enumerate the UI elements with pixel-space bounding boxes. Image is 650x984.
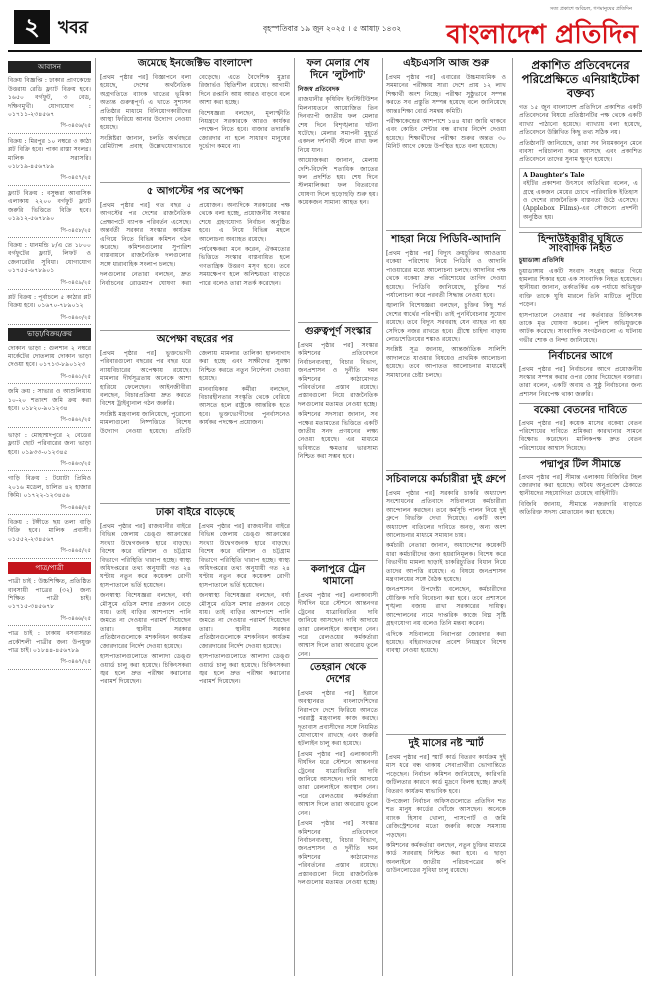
paragraph: কর্মচারী নেতারা জানান, অধ্যাদেশের কয়েকটি ধারা কর্মচারীদের জন্য হয়রানিমূলক। বিশেষ করে বিভাগীয় মামলা ছাড়াই চাকরিচ্যুতির বিধান নিয়ে তাদের আপত্তি রয়েছে। এ বিষয়ে জনপ্রশাসন মন্ত্রণালয়ের সঙ্গে বৈঠক হয়েছে। — [386, 542, 506, 584]
right-column — [512, 58, 642, 976]
headline: অপেক্ষা বছরের পর — [156, 334, 234, 345]
article-before-election — [519, 366, 642, 400]
dateline: বৃহস্পতিবার ১৯ জুন ২০২৫ । ৫ আষাঢ় ১৪৩২ — [263, 24, 402, 33]
divider — [298, 658, 378, 659]
headline: বকেয়া বেতনের দাবিতে — [519, 403, 642, 415]
ad-text: জমি ক্রয় : সাভার ও আশুলিয়ায় ১০-২০ শতাংশ জমি ক্রয় করা হবে। ০১৮২০-৯০১২৩৪ — [8, 388, 91, 412]
ad-ref: পি-৩৪৬৭/২৫ — [60, 659, 91, 666]
book-title: A Daughter's Tale — [523, 171, 585, 179]
paragraph: বিশেষজ্ঞরা বলছেন, মূল্যস্ফীতি নিয়ন্ত্রণে সরকারকে আরও কার্যকর পদক্ষেপ নিতে হবে। বাজার তদারকি জোরদার না হলে সাধারণ মানুষের দুর্ভোগ কমবে না। — [199, 109, 290, 151]
ad-ref: পি-৩৪৬২/২৫ — [60, 417, 91, 424]
headline: ঢাকা বাইরে বাড়েছে — [155, 507, 235, 518]
headline: গুরুত্বপূর্ণ সংস্কার — [304, 326, 372, 337]
classified-heading-rent-sale: ভাড়া/বিক্রয়/ক্রয় — [8, 328, 91, 340]
paragraph: [প্রথম পৃষ্ঠার পর] ভুক্তভোগী পরিবারগুলো বছরের পর বছর ধরে ন্যায়বিচারের অপেক্ষায় রয়েছে। মামলার দীর্ঘসূত্রতায় অনেকে আশা হারিয়ে ফেলেছেন। আইনজীবীরা বলছেন, বিচারপ্রক্রিয়া দ্রুত করতে বিশেষ ট্রাইব্যুনাল গঠন জরুরি। — [100, 350, 191, 408]
article-hsc — [386, 58, 506, 226]
headline: দুই মাসের নষ্ট স্মার্ট — [408, 738, 484, 749]
headline: জমেছে ইনজেক্টিভ বাংলাদেশ — [137, 58, 253, 69]
paragraph: [প্রথম পৃষ্ঠার পর] সংস্কার কমিশনের প্রতিবেদনে নির্বাচনব্যবস্থা, বিচার বিভাগ, জনপ্রশাসন ও দুর্নীতি দমন কমিশনের কাঠামোগত পরিবর্তনের প্রস্তাব রয়েছে। প্রস্তাবগুলো নিয়ে রাজনৈতিক দলগুলোর মতামত নেওয়া হচ্ছে। — [298, 820, 378, 886]
divider — [100, 503, 290, 504]
article-body — [100, 202, 290, 289]
article-train — [298, 564, 378, 658]
headline: শাহরা নিয়ে পিডিবি-আদানি — [391, 234, 501, 245]
headline: হিন্দাউইকারীর ঘুষিতে সাংবাদিক নিহত — [519, 232, 642, 253]
ad-ref: পি-৩৪৫৮/২৫ — [60, 227, 91, 234]
paragraph: [প্রথম পৃষ্ঠার পর] নির্বাচনের আগে প্রয়োজনীয় সংস্কার সম্পন্ন করার ওপর জোর দিয়েছেন বক্তারা। তারা বলেন, একটি অবাধ ও সুষ্ঠু নির্বাচনের জন্য প্রশাসন নিরপেক্ষ থাকা জরুরি। — [519, 365, 642, 398]
article-banking — [100, 58, 290, 178]
classified-group-rent-sale — [8, 343, 91, 559]
paragraph: জনপ্রশাসন উপদেষ্টা বলেছেন, কর্মচারীদের যৌক্তিক দাবি বিবেচনা করা হবে। তবে প্রশাসনে শৃঙ্খলা বজায় রাখা সরকারের দায়িত্ব। আন্দোলনের নামে দাপ্তরিক কাজে বিঘ্ন সৃষ্টি গ্রহণযোগ্য নয় বলেও তিনি মন্তব্য করেন। — [386, 586, 506, 628]
article-border — [519, 474, 642, 518]
article-fruit-fair — [298, 58, 378, 318]
article-body — [100, 523, 290, 689]
column-rule — [294, 58, 295, 976]
classified-ad — [8, 292, 91, 325]
paragraph: হাসপাতালগুলোতে আলাদা ডেঙ্গু ওয়ার্ড চালু করা হয়েছে। চিকিৎসকরা জ্বর হলে দ্রুত পরীক্ষা করানোর পরামর্শ দিয়েছেন। — [100, 653, 191, 686]
classified-heading-housing: আবাসন — [8, 61, 91, 73]
paragraph: জনস্বাস্থ্য বিশেষজ্ঞরা বলছেন, বর্ষা মৌসুমে এডিস মশার প্রজনন বেড়ে যায়। তাই বাড়ির আশপাশে পানি জমতে না দেওয়ার পরামর্শ দিয়েছেন তারা। স্থানীয় সরকার প্রতিষ্ঠানগুলোকে মশকনিধন কার্যক্রম জোরদারের নির্দেশ দেওয়া হয়েছে। — [199, 592, 290, 650]
classified-ad — [8, 430, 91, 472]
paragraph: [প্রথম পৃষ্ঠার পর] এলাকাবাসী দীর্ঘদিন ধরে স্টেশনে আন্তনগর ট্রেনের যাত্রাবিরতির দাবি জানিয়ে আসছেন। দাবি আদায়ে তারা রেললাইনে অবস্থান নেন। পরে রেলওয়ের কর্মকর্তারা আশ্বাস দিলে তারা অবরোধ তুলে নেন। — [298, 592, 378, 658]
ad-ref: পি-৩৪৬৩/২৫ — [60, 461, 91, 468]
paragraph: [প্রথম পৃষ্ঠার পর] কয়েক মাসের বকেয়া বেতন পরিশোধের দাবিতে শ্রমিকরা কারখানার সামনে বিক্ষোভ করেছেন। মালিকপক্ষ দ্রুত বেতন পরিশোধের আশ্বাস দিয়েছে। — [519, 419, 642, 452]
headline: নির্বাচনের আগে — [519, 349, 642, 361]
article-body — [100, 350, 290, 436]
masthead-rule — [8, 50, 642, 52]
paragraph: দলগুলোর নেতারা বলছেন, দ্রুত নির্বাচনের রোডম্যাপ ঘোষণা করা প্রয়োজন। অন্যদিকে সরকারের পক্ষ থেকে বলা হচ্ছে, প্রয়োজনীয় সংস্কার শেষে গ্রহণযোগ্য নির্বাচন অনুষ্ঠিত হবে। এ নিয়ে বিভিন্ন মহলে আলোচনা অব্যাহত রয়েছে। — [100, 202, 290, 287]
ad-text: পাত্র চাই : ঢাকায় বসবাসরত প্রকৌশলী পাত্রীর জন্য উপযুক্ত পাত্র চাই। ০১৮৪৪-৪৫৬৭৮৯ — [8, 630, 91, 654]
classified-ad — [8, 386, 91, 428]
headline: কলাপুরে ট্রেন থামানো — [310, 564, 366, 587]
paragraph: হাসপাতালগুলোতে আলাদা ডেঙ্গু ওয়ার্ড চালু করা হয়েছে। চিকিৎসকরা জ্বর হলে দ্রুত পরীক্ষা করানোর পরামর্শ দিয়েছেন। — [199, 653, 290, 686]
divider — [298, 560, 378, 561]
classified-ad — [8, 136, 91, 186]
paragraph: [প্রথম পৃষ্ঠার পর] স্মার্ট কার্ড বিতরণ কার্যক্রম দুই মাস ধরে বন্ধ থাকায় সেবাপ্রার্থীরা ভোগান্তিতে পড়েছেন। নির্বাচন কমিশন জানিয়েছে, কারিগরি জটিলতার কারণে কার্ড মুদ্রণে বিলম্ব হচ্ছে। দ্রুতই বিতরণ কার্যক্রম স্বাভাবিক হবে। — [386, 754, 506, 795]
ad-text: বিক্রয় বিজ্ঞপ্তি : ঢাকার প্রাণকেন্দ্রে উত্তরায় রেডি ফ্ল্যাট বিক্রয় হবে। ১৬৫০ বর্গফুট, ৩ বেড, দক্ষিণমুখী। যোগাযোগ : ০১৭১১-২৩৪৫৬৭ — [8, 77, 91, 119]
paragraph: সংশ্লিষ্ট সূত্র জানায়, আন্তর্জাতিক সালিশি আদালতে যাওয়ার বিষয়েও প্রাথমিক আলোচনা হয়েছে। তবে আপাতত আলোচনার মাধ্যমেই সমাধানের চেষ্টা চলছে। — [386, 346, 506, 379]
paragraph: গত ১৫ জুন বাংলাদেশ প্রতিদিনে প্রকাশিত একটি প্রতিবেদনের বিষয়ে প্রতিষ্ঠানটির পক্ষ থেকে একটি ব্যাখ্যা পাঠানো হয়েছে। ব্যাখ্যায় বলা হয়েছে, প্রতিবেদনে উল্লিখিত কিছু তথ্য সঠিক নয়। — [519, 104, 642, 137]
ad-ref: পি-৩৪৫৬/২৫ — [60, 123, 91, 130]
divider — [298, 322, 378, 323]
paragraph: রাজধানীর কৃষিবিদ ইনস্টিটিউশন মিলনায়তনে আয়োজিত তিন দিনব্যাপী জাতীয় ফল মেলার শেষ দিনে বিশৃঙ্খলার ঘটনা ঘটেছে। মেলার সমাপনী মুহূর্তে একদল দর্শনার্থী স্টলে রাখা ফল নিয়ে যান। — [298, 96, 378, 154]
paragraph: [প্রথম পৃষ্ঠার পর] এলাকাবাসী দীর্ঘদিন ধরে স্টেশনে আন্তনগর ট্রেনের যাত্রাবিরতির দাবি জানিয়ে আসছেন। দাবি আদায়ে তারা রেললাইনে অবস্থান নেন। পরে রেলওয়ের কর্মকর্তারা আশ্বাস দিলে তারা অবরোধ তুলে নেন। — [298, 750, 378, 817]
paragraph: জনস্বাস্থ্য বিশেষজ্ঞরা বলছেন, বর্ষা মৌসুমে এডিস মশার প্রজনন বেড়ে যায়। তাই বাড়ির আশপাশে পানি জমতে না দেওয়ার পরামর্শ দিয়েছেন তারা। স্থানীয় সরকার প্রতিষ্ঠানগুলোকে মশকনিধন কার্যক্রম জোরদারের নির্দেশ দেওয়া হয়েছে। — [100, 592, 191, 650]
paragraph: চুয়াডাঙ্গায় একটি সংবাদ সংগ্রহ করতে গিয়ে হামলার শিকার হয়ে এক সাংবাদিক নিহত হয়েছেন। স্থানীয়রা জানান, তর্কাতর্কির এক পর্যায়ে অভিযুক্ত ব্যক্তি তাকে ঘুষি মারলে তিনি মাটিতে লুটিয়ে পড়েন। — [519, 267, 642, 309]
page-number: ২ — [14, 10, 50, 44]
headline: পদ্মাপুর টিল সীমান্তে — [519, 457, 642, 469]
paragraph: [প্রথম পৃষ্ঠার পর] বিজ্ঞাপনে বলা হয়েছে, দেশের অর্থনৈতিক অগ্রগতিতে ব্যাংক খাতের ভূমিকা অত্যন্ত গুরুত্বপূর্ণ। এ খাতে সুশাসন প্রতিষ্ঠার মাধ্যমে বিনিয়োগকারীদের আস্থা ফিরিয়ে আনার উদ্যোগ নেওয়া হয়েছে। — [100, 74, 191, 132]
article-clarification — [519, 58, 642, 228]
article-august-5 — [100, 186, 290, 326]
classified-group-matrimony — [8, 576, 91, 670]
headline: এইচএসসি আজ শুরু — [403, 58, 489, 69]
byline: চুয়াডাঙ্গা প্রতিনিধি — [519, 257, 564, 265]
ad-ref: পি-৩৪৫৯/২৫ — [60, 279, 91, 286]
paragraph: জ্বালানি বিশেষজ্ঞরা বলছেন, চুক্তির কিছু শর্ত দেশের স্বার্থের পরিপন্থী। তাই পুনর্বিবেচনার সুযোগ রয়েছে। তবে বিদ্যুৎ সরবরাহ যেন ব্যাহত না হয় সেদিকে নজর রাখতে হবে। গ্রীষ্মে চাহিদা বাড়ায় লোডশেডিংয়ের শঙ্কাও রয়েছে। — [386, 302, 506, 344]
divider — [100, 182, 290, 183]
classified-group-housing — [8, 75, 91, 325]
classified-heading-matrimony: পাত্র/পাত্রী — [8, 562, 91, 574]
byline: নিজস্ব প্রতিবেদক — [298, 86, 340, 93]
paragraph: কমিশনের কর্মকর্তারা বলছেন, নতুন চুক্তির মাধ্যমে কার্ড সরবরাহ নিশ্চিত করা হবে। এ ছাড়া অনলাইনে জাতীয় পরিচয়পত্রের কপি ডাউনলোডের সুবিধা চালু রয়েছে। — [386, 842, 506, 875]
paragraph: [প্রথম পৃষ্ঠার পর] বিদ্যুৎ ক্রয়চুক্তির আওতায় বকেয়া পরিশোধ নিয়ে পিডিবি ও আদানি পাওয়ারের মধ্যে আলোচনা চলছে। আদানির পক্ষ থেকে বকেয়া দ্রুত পরিশোধের তাগিদ দেওয়া হয়েছে। পিডিবি জানিয়েছে, চুক্তির শর্ত পর্যালোচনা করে পরবর্তী সিদ্ধান্ত নেওয়া হবে। — [386, 250, 506, 300]
ad-ref: পি-৩৪৬০/২৫ — [60, 314, 91, 321]
paragraph: হাসপাতালে নেওয়ার পর কর্তব্যরত চিকিৎসক তাকে মৃত ঘোষণা করেন। পুলিশ অভিযুক্তকে আটক করেছে। সাংবাদিক সংগঠনগুলো এ ঘটনায় গভীর শোক ও নিন্দা জানিয়েছে। — [519, 311, 642, 344]
paragraph: পর্যবেক্ষকরা মনে করেন, ঐকমত্যের ভিত্তিতে সংস্কার বাস্তবায়িত হলে গণতান্ত্রিক উত্তরণ মসৃণ হবে। তবে সময়ক্ষেপণ হলে অনিশ্চয়তা বাড়তে পারে বলেও তারা সতর্ক করেছেন। — [199, 246, 290, 287]
ad-text: বিক্রয় : ধানমন্ডি ৮/এ তে ১৮০০ বর্গফুটের ফ্ল্যাট, লিফট ও জেনারেটর সুবিধা। যোগাযোগ ০১৭৫৫-৬৭৮৯০১ — [8, 241, 91, 275]
classified-ad — [8, 473, 91, 515]
classified-ad — [8, 75, 91, 133]
paragraph: [প্রথম পৃষ্ঠার পর] এবারের উচ্চমাধ্যমিক ও সমমানের পরীক্ষায় সারা দেশে প্রায় ১২ লাখ শিক্ষার্থী অংশ নিচ্ছে। পরীক্ষা সুষ্ঠুভাবে সম্পন্ন করতে সব প্রস্তুতি সম্পন্ন হয়েছে বলে জানিয়েছে আন্তঃশিক্ষা বোর্ড সমন্বয় কমিটি। — [386, 74, 506, 115]
classifieds-column — [8, 58, 96, 976]
ad-text: দোকান ভাড়া : গুলশান ২ নম্বরে মার্কেটের দোতলায় দোকান ভাড়া দেওয়া হবে। ০১৭১৩-৮৯০১২৩ — [8, 344, 91, 369]
paragraph: প্রতিষ্ঠানটি জানিয়েছে, তারা সব নিয়মকানুন মেনে ব্যবসা পরিচালনা করে আসছে এবং প্রকাশিত প্রতিবেদনে তাদের সুনাম ক্ষুণ্ন হয়েছে। — [519, 139, 642, 164]
ad-text: ভাড়া : মোহাম্মদপুরে ২ বেডের ফ্ল্যাট ছোট পরিবারের জন্য ভাড়া হবে। ০১৯৩৩-০১২৩৪৫ — [8, 431, 91, 456]
section-name: খবর — [58, 18, 88, 38]
article-reform — [298, 326, 378, 556]
article-pdb-adani — [386, 234, 506, 466]
classified-ad — [8, 628, 91, 670]
paragraph: [প্রথম পৃষ্ঠার পর] গত বছর ৫ আগস্টের পর দেশের রাজনৈতিক প্রেক্ষাপটে ব্যাপক পরিবর্তন এসেছে। অন্তর্বর্তী সরকার সংস্কার কার্যক্রম এগিয়ে নিতে বিভিন্ন কমিশন গঠন করেছে। কমিশনগুলোর সুপারিশ বাস্তবায়নে রাজনৈতিক দলগুলোর সঙ্গে ধারাবাহিক সংলাপ চলছে। — [100, 202, 191, 268]
article-journalist — [519, 257, 642, 345]
headline: সচিবালয়ে কর্মচারীরা দুই গ্রুপে — [386, 474, 506, 485]
divider — [386, 230, 506, 231]
masthead — [8, 6, 642, 50]
divider — [386, 470, 506, 471]
article-dengue — [100, 507, 290, 975]
classified-ad — [8, 343, 91, 385]
classified-ad — [8, 188, 91, 238]
paragraph: বিজিবি জানায়, সীমান্তে নজরদারি বাড়াতে অতিরিক্ত সদস্য মোতায়েন করা হয়েছে। — [519, 500, 642, 517]
brand-logo: বাংলাদেশ প্রতিদিন — [446, 20, 638, 50]
paragraph: উপজেলা নির্বাচন অফিসগুলোতে প্রতিদিন শত শত মানুষ কার্ডের খোঁজে আসছেন। অনেকে ব্যাংক হিসাব খোলা, পাসপোর্ট ও জমি রেজিস্ট্রেশনের মতো জরুরি কাজে সমস্যায় পড়ছেন। — [386, 798, 506, 839]
classified-ad — [8, 517, 91, 559]
paragraph: এদিকে সচিবালয়ে নিরাপত্তা জোরদার করা হয়েছে। বহিরাগতদের প্রবেশ নিয়ন্ত্রণে বিশেষ ব্যবস্থা নেওয়া হয়েছে। — [386, 630, 506, 655]
ad-ref: পি-৩৪৫৭/২৫ — [60, 175, 91, 182]
divider — [100, 330, 290, 331]
paragraph: কমিশনের সদস্যরা জানান, সব পক্ষের মতামতের ভিত্তিতে একটি জাতীয় সনদ প্রণয়নের লক্ষ্য নেওয়া হয়েছে। এর মাধ্যমে ভবিষ্যতে ক্ষমতার ভারসাম্য নিশ্চিত করা সম্ভব হবে। — [298, 411, 378, 461]
paragraph: পরীক্ষাকেন্দ্রের আশপাশে ১৪৪ ধারা জারি থাকবে এবং কোচিং সেন্টার বন্ধ রাখার নির্দেশ দেওয়া হয়েছে। শিক্ষার্থীদের পরীক্ষা শুরুর অন্তত ৩০ মিনিট আগে কেন্দ্রে উপস্থিত হতে বলা হয়েছে। — [386, 118, 506, 151]
paragraph: আয়োজকরা জানান, মেলায় দেশি-বিদেশি শতাধিক জাতের ফল প্রদর্শিত হয়। শেষ দিনে স্টলমালিকরা ফল বিতরণের ঘোষণা দিলে হুড়োহুড়ি শুরু হয়। কয়েকজন সামান্য আহত হন। — [298, 157, 378, 207]
ad-text: পাত্রী চাই : উচ্চশিক্ষিত, প্রতিষ্ঠিত ব্যবসায়ী পাত্রের (৩২) জন্য শিক্ষিত পাত্রী চাই। ০১৭১৫-৩৪৫৬৭৮ — [8, 578, 91, 611]
classified-ad — [8, 576, 91, 626]
ad-text: বিক্রয় : মিরপুর ১০ নম্বরে ৩ কাঠা প্লট বিক্রি হবে। পাকা রাস্তা সংলগ্ন। মালিক সরাসরি। ০১৮১৯-৪৫৬৭৮৯ — [8, 137, 91, 171]
article-tehran — [298, 662, 378, 975]
paragraph: [প্রথম পৃষ্ঠার পর] রাজধানীর বাইরে বিভিন্ন জেলায় ডেঙ্গু আক্রান্তের সংখ্যা উদ্বেগজনক হারে বাড়ছে। বিশেষ করে বরিশাল ও চট্টগ্রাম বিভাগে পরিস্থিতি খারাপ হচ্ছে। স্বাস্থ্য অধিদপ্তরের তথ্য অনুযায়ী গত ২৪ ঘণ্টায় নতুন করে কয়েকশ রোগী হাসপাতালে ভর্তি হয়েছেন। — [100, 523, 191, 589]
ad-ref: পি-৩৪৬১/২৫ — [60, 373, 91, 380]
headline: ৫ আগস্টের পর অপেক্ষা — [146, 186, 244, 197]
divider — [386, 734, 506, 735]
paragraph: মানবাধিকার কর্মীরা বলছেন, বিচারহীনতার সংস্কৃতি থেকে বেরিয়ে আসতে হলে রাষ্ট্রকে আন্তরিক হতে হবে। ভুক্তভোগীদের পুনর্বাসনেও কার্যকর পদক্ষেপ প্রয়োজন। — [199, 385, 290, 427]
article-body — [100, 74, 290, 153]
ad-text: প্লট বিক্রয় : পূর্বাচলে ৫ কাঠার প্লট বিক্রয় হবে। ০১৬৭০-৭৮৯০১২ — [8, 293, 91, 310]
ad-ref: পি-৩৪৬৪/২৫ — [60, 504, 91, 511]
headline: ফল মেলার শেষ দিনে 'লুটপাট' — [306, 58, 370, 81]
article-waiting — [100, 334, 290, 499]
paragraph: [প্রথম পৃষ্ঠার পর] রাজধানীর বাইরে বিভিন্ন জেলায় ডেঙ্গু আক্রান্তের সংখ্যা উদ্বেগজনক হারে বাড়ছে। বিশেষ করে বরিশাল ও চট্টগ্রাম বিভাগে পরিস্থিতি খারাপ হচ্ছে। স্বাস্থ্য অধিদপ্তরের তথ্য অনুযায়ী গত ২৪ ঘণ্টায় নতুন করে কয়েকশ রোগী হাসপাতালে ভর্তি হয়েছেন। — [199, 523, 290, 589]
ad-text: ফ্ল্যাট বিক্রয় : বসুন্ধরা আবাসিক এলাকায় ২২০০ বর্গফুট ফ্ল্যাট জরুরি ভিত্তিতে বিক্রি হবে। ০১৯১২-৫৬৭৮৯০ — [8, 189, 91, 223]
book-note — [519, 168, 642, 228]
paragraph: সংশ্লিষ্ট মন্ত্রণালয় জানিয়েছে, পুরোনো মামলাগুলো নিষ্পত্তিতে বিশেষ উদ্যোগ নেওয়া হয়েছে। প্রতিটি জেলায় মামলার তালিকা হালনাগাদ করা হচ্ছে এবং সাক্ষীদের সুরক্ষা নিশ্চিত করতে নতুন নির্দেশনা দেওয়া হয়েছে। — [100, 350, 290, 435]
headline: প্রকাশিত প্রতিবেদনের পরিপ্রেক্ষিতে এনিয়াইটেকা বক্তব্য — [521, 58, 640, 100]
ad-ref: পি-৩৪৬৫/২৫ — [60, 548, 91, 555]
ad-text: গাড়ি বিক্রয় : টয়োটা প্রিমিও ২০১৬ মডেল, চালিত ৪২ হাজার কিমি। ০১৭২২-১২৩৪৫৬ — [8, 475, 91, 500]
article-secretariat — [386, 474, 506, 730]
paragraph: [প্রথম পৃষ্ঠার পর] ইরানে অবস্থানরত বাংলাদেশিদের নিরাপদে দেশে ফিরিয়ে আনতে পররাষ্ট্র মন্ত্রণালয় কাজ করছে। দূতাবাস প্রবাসীদের সঙ্গে নিয়মিত যোগাযোগ রাখছে এবং জরুরি হটলাইন চালু করা হয়েছে। — [298, 690, 378, 748]
paragraph: [প্রথম পৃষ্ঠার পর] সংস্কার কমিশনের প্রতিবেদনে নির্বাচনব্যবস্থা, বিচার বিভাগ, জনপ্রশাসন ও দুর্নীতি দমন কমিশনের কাঠামোগত পরিবর্তনের প্রস্তাব রয়েছে। প্রস্তাবগুলো নিয়ে রাজনৈতিক দলগুলোর মতামত নেওয়া হচ্ছে। — [298, 342, 378, 408]
article-wages — [519, 420, 642, 454]
headline: তেহরান থেকে দেশের — [309, 662, 367, 685]
paragraph: [প্রথম পৃষ্ঠার পর] সীমান্ত এলাকায় বিজিবির টহল জোরদার করা হয়েছে। অবৈধ অনুপ্রবেশ ঠেকাতে স্থানীয়দের সহযোগিতা চেয়েছে বাহিনীটি। — [519, 473, 642, 498]
paragraph: [প্রথম পৃষ্ঠার পর] সরকারি চাকরি অধ্যাদেশ সংশোধনের প্রতিবাদে সচিবালয়ে কর্মচারীরা আন্দোলন করছেন। তবে কর্মসূচি পালন নিয়ে দুই গ্রুপে বিভক্তি দেখা দিয়েছে। একটি অংশ অধ্যাদেশ বাতিলের দাবিতে অনড়, অন্য অংশ আলোচনার মাধ্যমে সমাধান চায়। — [386, 490, 506, 540]
ad-text: বিক্রয় : টঙ্গীতে ছয় তলা বাড়ি বিক্রি হবে। মালিক প্রবাসী। ০১৫৫২-২৩৪৫৬৭ — [8, 519, 91, 543]
classified-ad — [8, 240, 91, 290]
article-smart-card — [386, 738, 506, 975]
brand-tagline: সত্য প্রকাশে অবিচল, গণমানুষের প্রতিদিন — [549, 6, 632, 12]
paragraph: বইটির প্রকাশনা উৎসবে অতিথিরা বলেন, এ গ্রন্থে একজন মেয়ের চোখে পারিবারিক ইতিহাস ও দেশের রাজনৈতিক বাস্তবতা উঠে এসেছে। (Applebox Films)-এর সৌজন্যে প্রদর্শনী অনুষ্ঠিত হয়। — [523, 180, 638, 221]
column-rule — [382, 58, 383, 976]
ad-ref: পি-৩৪৬৬/২৫ — [60, 615, 91, 622]
paragraph: সংশ্লিষ্টরা জানান, চলতি অর্থবছরে রেমিট্যান্স প্রবাহ উল্লেখযোগ্যভাবে বেড়েছে। এতে বৈদেশিক মুদ্রার রিজার্ভও স্থিতিশীল রয়েছে। আগামী দিনে রপ্তানি আয় আরও বাড়বে বলে আশা করা হচ্ছে। — [100, 74, 290, 151]
